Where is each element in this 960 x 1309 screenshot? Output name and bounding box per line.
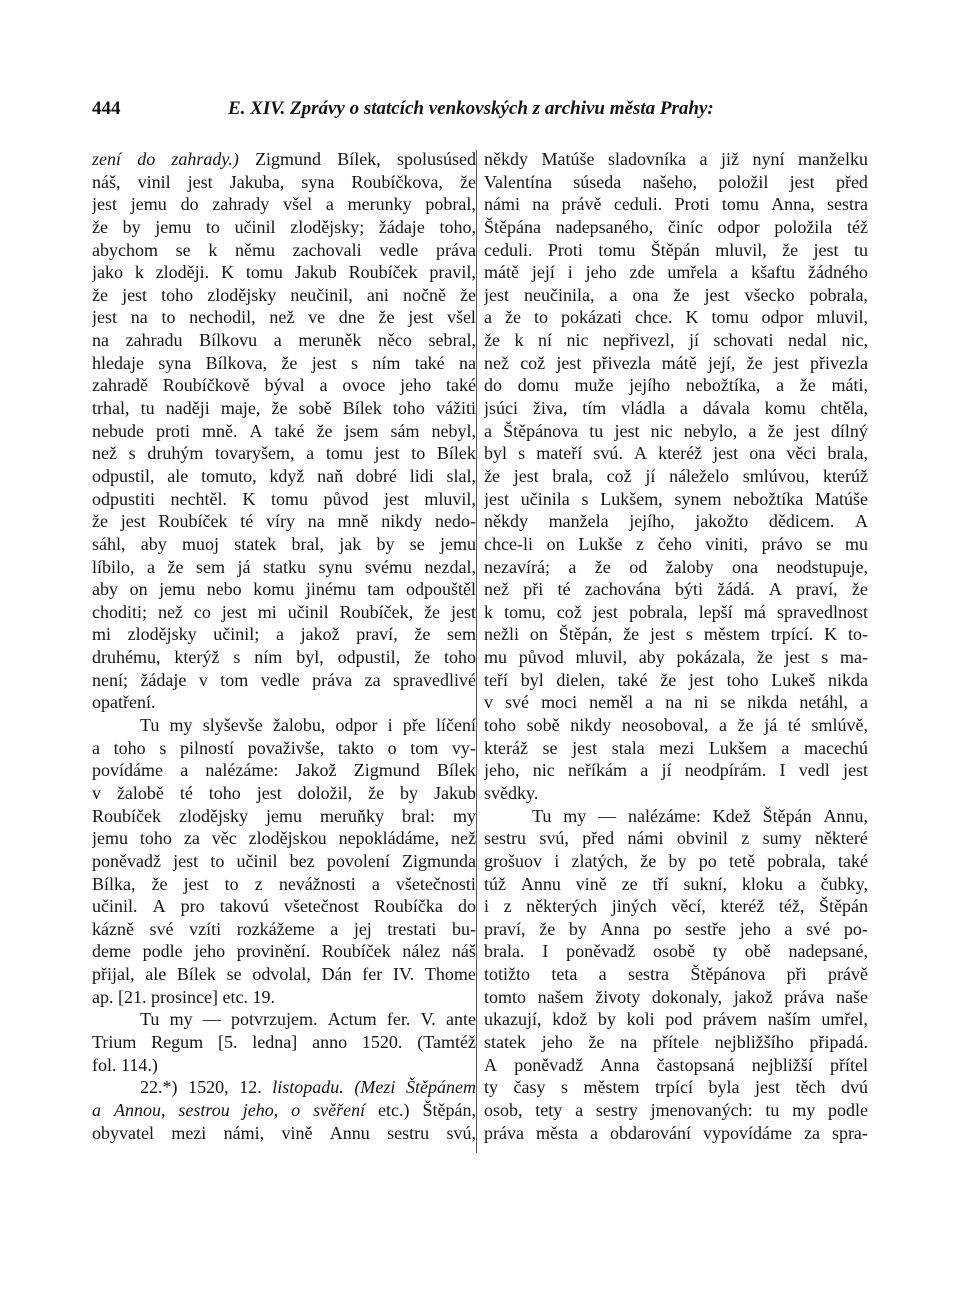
text-line: ukazují, kdož by koli pod právem naším umřel, [484,1009,868,1030]
text-line: grošuov i zlatých, že by po tetě pobrala, také [484,850,868,871]
right-column [484,148,868,1144]
text-line: k tomu, což jest pobrala, lepší má spravedlnost [484,601,868,622]
text-line: statek jeho že na přítele nejbližšího připadá. [484,1031,868,1052]
text-line: Roubíček zlodějsky jemu meruňky bral: my [92,805,476,826]
text-line: že by jemu to učinil zlodějsky; žádaje toho, [92,216,476,237]
text-line: do domu muže jejího nebožtíka, a že máti, [484,375,868,396]
text-line: a toho s pilností považivše, takto o tom vy- [92,737,476,758]
text-line: abychom se k němu zachovali vedle práva [92,239,476,260]
left-column [92,148,476,1144]
text-line: sestru svú, před námi obvinil z sumy některé [484,828,868,849]
text-line: ty časy s městem trpící byla jest těch dvú [484,1077,868,1098]
text-line: mi zlodějsky učinil; a jakož praví, že sem [92,624,476,645]
text-line: jemu toho za věc zlodějskou nepokládáme, než [92,828,476,849]
text-line: že jest toho zlodějsky neučinil, ani nočně že [92,284,476,305]
text-line: sáhl, aby muoj statek bral, jak by se jemu [92,533,476,554]
text-line: není; žádaje v tom vedle práva za spravedlivé [92,669,476,690]
text-line: túž Annu vině ze tří sukní, kloku a čubky, [484,873,868,894]
text-line: jest neučinila, a ona že jest všecko pobrala, [484,284,868,305]
running-title: E. XIV. Zprávy o statcích venkovských z archivu města Prahy: [228,98,714,119]
text-line: nezavírá; a že od žaloby ona neodstupuje, [484,556,868,577]
text-line: a že to pokázati chce. K tomu odpor mluvil, [484,307,868,328]
text-line: nebude proti mně. A také že jsem sám nebyl, [92,420,476,441]
text-line: jako k zloději. K tomu Jakub Roubíček pravil, [92,262,476,283]
text-line: chce-li on Lukše z čeho viniti, právo se mu [484,533,868,554]
text-line: brala. I poněvadž osobě ty obě nadepsané, [484,941,868,962]
text-line: 22.*) 1520, 12. listopadu. (Mezi Štěpánem [140,1077,476,1098]
text-line: Trium Regum [5. ledna] anno 1520. (Tamtéž [92,1031,476,1052]
text-line: mu původ mluvil, aby pokázala, že jest s ma- [484,647,868,668]
text-line: A poněvadž Anna častopsaná nejbližší přítel [484,1054,868,1075]
text-line: přijal, ale Bílek se odvolal, Dán fer IV. Thome [92,964,476,985]
text-line: odpustil, ale tomuto, když naň dobré lidi slal, [92,465,476,486]
text-line: druhému, kterýž s ním byl, odpustil, že toho [92,647,476,668]
text-line: byl s mateří svú. A kteréž jest ona věci brala, [484,443,868,464]
text-line: trhal, tu naději maje, že sobě Bílek toho vážiti [92,398,476,419]
text-line: někdy manžela jejího, jakožto dědicem. A [484,511,868,532]
text-line: kteráž se jest stala mezi Lukšem a macechú [484,737,868,758]
text-line: obyvatel mezi námi, vině Annu sestru svú, [92,1122,476,1143]
text-line: Tu my — nalézáme: Kdež Štěpán Annu, [532,805,868,826]
text-line: jest na to nechodil, než ve dne že jest všel [92,307,476,328]
text-line: než s druhým tovaryšem, a tomu jest to Bílek [92,443,476,464]
column-divider [476,150,477,1153]
text-line: hledaje syna Bílkova, že jest s ním také na [92,352,476,373]
text-line: že jest Roubíček té víry na mně nikdy nedo- [92,511,476,532]
text-line: někdy Matúše sladovníka a již nyní manželku [484,149,868,169]
text-line: Štěpána nadepsaného, činíc odpor položila též [484,216,868,237]
text-line: osob, tety a sestry jmenovaných: tu my podle [484,1099,868,1120]
text-line: praví, že by Anna po sestře jeho a své po- [484,918,868,939]
text-line: Valentína súseda našeho, položil jest před [484,171,868,192]
text-line: a Annou, sestrou jeho, o svěření etc.) Štěpán, [92,1099,476,1120]
text-line: jsúci živa, tím vládla a dávala komu chtěla, [484,398,868,419]
text-line: i z některých jiných věcí, kteréž též, Štěpán [484,896,868,917]
text-line: že k ní nic nepřivezl, jí schovati nedal nic, [484,330,868,351]
page-header [92,98,872,126]
text-line: náš, vinil jest Jakuba, syna Roubíčkova, že [92,171,476,192]
text-line: poněvadž jest to učinil bez povolení Zigmunda [92,850,476,871]
text-line: Tu my — potvrzujem. Actum fer. V. ante [140,1009,476,1030]
text-line: svědky. [484,782,539,803]
text-line: že jest brala, což jí náleželo smlúvou, kterúž [484,465,868,486]
text-line: v své moci neměl a na ni se nikda netáhl, a [484,692,868,713]
text-line: ap. [21. prosince] etc. 19. [92,986,275,1007]
text-line: nežli on Štěpán, že jest s městem trpící. K to- [484,624,868,645]
text-line: odpustiti nechtěl. K tomu původ jest mluvil, [92,488,476,509]
text-line: na zahradu Bílkovu a meruněk něco sebral, [92,330,476,351]
page-number: 444 [92,98,121,119]
text-line: jeho, nic neříkám a jí neodpírám. I vedl jest [484,760,868,781]
text-line: práva města a obdarování vypovídáme za spra- [484,1122,868,1143]
text-line: fol. 114.) [92,1054,158,1075]
text-line: deme podle jeho provinění. Roubíček nález náš [92,941,476,962]
text-line: než což jest přivezla mátě její, že jest přivezla [484,352,868,373]
text-line: ceduli. Proti tomu Štěpán mluvil, že jest tu [484,239,868,260]
text-line: učinil. A pro takovú všetečnost Roubíčka do [92,896,476,917]
text-line: v žalobě té toho jest doložil, že by Jakub [92,782,476,803]
text-line: totižto teta a sestra Štěpánova při právě [484,964,868,985]
text-line: Bílka, že jest to z nevážnosti a všetečnosti [92,873,476,894]
text-line: tomto našem životy dokonaly, jakož práva naše [484,986,868,1007]
text-line: opatření. [92,692,156,713]
text-line: Tu my slyševše žalobu, odpor i pře líčení [140,715,476,736]
text-line: choditi; než co jest mi učinil Roubíček, že jest [92,601,476,622]
text-line: jest jemu do zahrady všel a merunky pobral, [92,194,476,215]
text-line: teří byl dielen, také že jest toho Lukeš nikda [484,669,868,690]
text-line: a Štěpánova tu jest nic nebylo, a že jest dílný [484,420,868,441]
text-line: zahradě Roubíčkově býval a ovoce jeho také [92,375,476,396]
text-line: povídáme a nalézáme: Jakož Zigmund Bílek [92,760,476,781]
text-line: aby on jemu nebo komu jinému tam odpouštěl [92,579,476,600]
text-line: námi na právě ceduli. Proti tomu Anna, sestra [484,194,868,215]
text-line: než při té zachována býti žádá. A praví, že [484,579,868,600]
text-line: líbilo, a že sem já statku synu svému nezdal, [92,556,476,577]
text-line: mátě její i jeho zde umřela a kšaftu žádného [484,262,868,283]
text-line: zení do zahrady.) Zigmund Bílek, spolusúsed [92,149,476,169]
text-line: jest učinila s Lukšem, synem nebožtíka Matúše [484,488,868,509]
text-line: kázně své vzíti rozkážeme a jej trestati bu- [92,918,476,939]
text-line: toho sobě nikdy neosoboval, a že já té smlúvě, [484,715,868,736]
